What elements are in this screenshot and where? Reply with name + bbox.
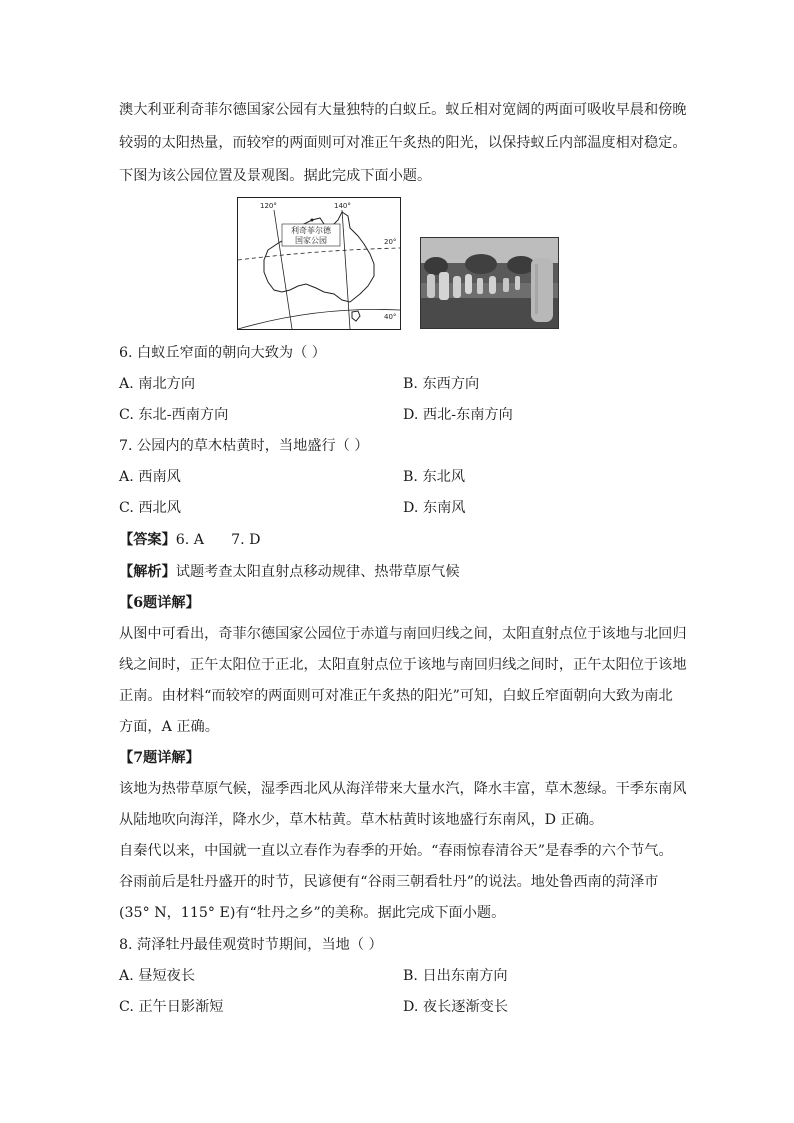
q6-option-b: B. 东西方向 [403, 376, 480, 392]
q8-option-a: A. 昼短夜长 [119, 968, 196, 984]
q8-stem: 8. 菏泽牡丹最佳观赏时节期间，当地（ ） [119, 937, 383, 953]
q8-option-d: D. 夜长逐渐变长 [403, 999, 509, 1015]
q7-stem: 7. 公园内的草木枯黄时，当地盛行（ ） [119, 438, 369, 454]
q6-option-a: A. 南北方向 [119, 376, 196, 392]
detail6-line-4: 方面，A 正确。 [119, 719, 219, 735]
parallel-20-dashed [238, 248, 400, 260]
q6-option-d: D. 西北-东南方向 [403, 407, 513, 423]
lat-20-label: 20° [384, 238, 397, 246]
analysis-line [119, 562, 679, 582]
mound-4 [465, 274, 472, 294]
lon-140-label: 140° [334, 202, 351, 210]
detail6-title: 【6题详解】 [119, 595, 200, 611]
detail7-line-2: 从陆地吹向海洋，降水少，草木枯黄。草木枯黄时该地盛行东南风，D 正确。 [119, 812, 604, 828]
answer-line [119, 530, 679, 550]
q6-stem: 6. 白蚁丘窄面的朝向大致为（ ） [119, 345, 326, 361]
intro2-line-2: 谷雨前后是牡丹盛开的时节，民谚便有“谷雨三朝看牡丹”的说法。地处鲁西南的菏泽市 [119, 874, 659, 890]
q7-option-b: B. 东北风 [403, 469, 466, 485]
tasmania-outline [352, 311, 360, 321]
mound-7 [503, 278, 509, 292]
park-label-2: 国家公园 [295, 236, 327, 245]
detail7-line-1: 该地为热带草原气候，湿季西北风从海洋带来大量水汽，降水丰富，草木葱绿。干季东南风 [119, 781, 687, 797]
intro-line-2: 较弱的太阳热量，而较窄的两面则可对准正午炙热的阳光，以保持蚁丘内部温度相对稳定。 [119, 135, 687, 151]
analysis-text: 试题考查太阳直射点移动规律、热带草原气候 [175, 564, 460, 580]
map-drawing [238, 198, 400, 329]
q6-option-c: C. 东北-西南方向 [119, 407, 229, 423]
analysis-label: 【解析】 [119, 564, 176, 580]
termite-mound-photo [420, 237, 559, 329]
detail6-line-1: 从图中可看出，奇菲尔德国家公园位于赤道与南回归线之间，太阳直射点位于该地与北回归 [119, 626, 687, 642]
detail6-line-2: 线之间时，正午太阳位于正北，太阳直射点位于该地与南回归线之间时，正午太阳位于该地 [119, 657, 687, 673]
mound-5 [477, 278, 483, 294]
mound-main [531, 258, 553, 322]
q8-option-b: B. 日出东南方向 [403, 968, 508, 984]
detail7-title: 【7题详解】 [119, 750, 200, 766]
lat-40-label: 40° [384, 313, 397, 321]
parallel-40 [238, 309, 400, 329]
answer-label: 【答案】 [119, 532, 176, 548]
intro-line-3: 下图为该公园位置及景观图。据此完成下面小题。 [119, 168, 432, 184]
mound-3 [453, 276, 461, 298]
mound-8 [515, 276, 520, 290]
q8-option-c: C. 正午日影渐短 [119, 999, 224, 1015]
lon-120-label: 120° [260, 202, 277, 210]
park-label-1: 利奇菲尔德 [291, 226, 331, 235]
q7-option-d: D. 东南风 [403, 500, 466, 516]
detail6-line-3: 正南。由材料“而较窄的两面则可对准正午炙热的阳光”可知，白蚁丘窄面朝向大致为南北 [119, 688, 673, 704]
intro-line-1: 澳大利亚利奇菲尔德国家公园有大量独特的白蚁丘。蚁丘相对宽阔的两面可吸收早晨和傍晚 [119, 102, 687, 118]
mound-2 [439, 272, 449, 300]
answer-text: 6. A 7. D [175, 532, 261, 548]
q7-option-c: C. 西北风 [119, 500, 181, 516]
intro2-line-3: (35° N，115° E)有“牡丹之乡”的美称。据此完成下面小题。 [119, 905, 506, 921]
photo-drawing [421, 238, 558, 328]
park-dot [311, 219, 314, 222]
australia-location-map [237, 197, 401, 330]
mound-1 [427, 274, 435, 298]
q7-option-a: A. 西南风 [119, 469, 181, 485]
mound-6 [489, 276, 496, 294]
intro2-line-1: 自秦代以来，中国就一直以立春作为春季的开始。“春雨惊春清谷天”是春季的六个节气。 [119, 843, 673, 859]
meridian-140 [342, 210, 350, 329]
